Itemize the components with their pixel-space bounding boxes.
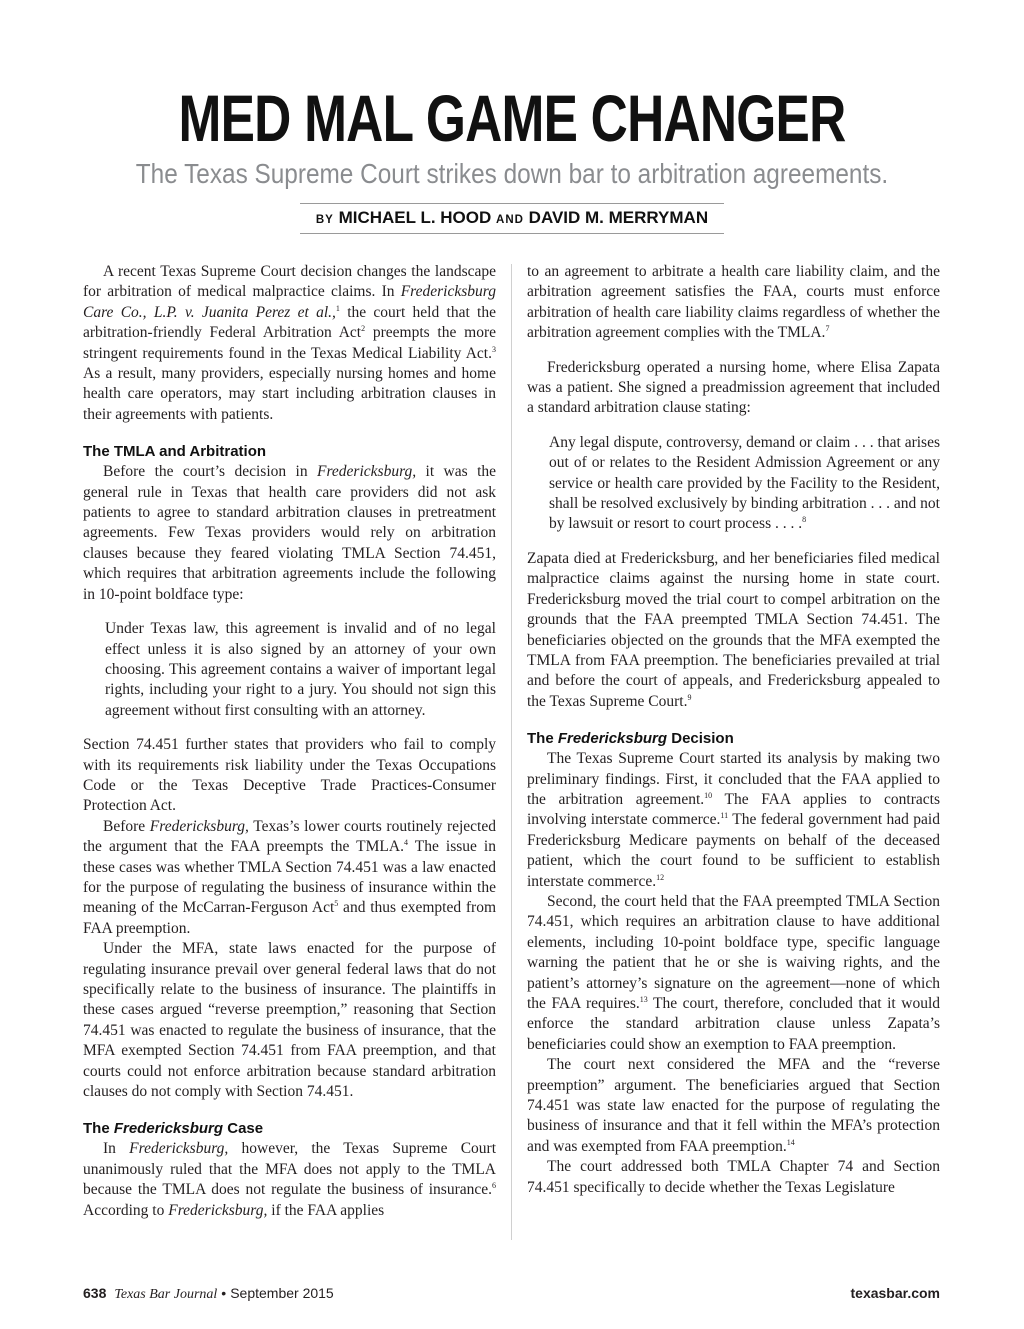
- footnote-ref: 10: [704, 790, 713, 800]
- issue-date: September 2015: [230, 1285, 334, 1301]
- byline-and: AND: [496, 214, 524, 226]
- block-quote-tmla: Under Texas law, this agreement is invalid and of no legal effect unless it is also signed by an attorney of your own choosing. This agreement contains a waiver of important legal rights, including your right to a jury. You should not sign this agreement without first consulting with an attorney.: [105, 620, 496, 719]
- body-paragraph: The court addressed both TMLA Chapter 74 and Section 74.451 specifically to decide whether the Texas Legislature: [527, 1158, 940, 1196]
- body-paragraph: Before Fredericksburg, Texas’s lower courts routinely rejected the argument that the FAA preempts the TMLA.$^4$ The issue in these cases was whether TMLA Section 74.451 was a law enacted for the purpose of regulating the business of insurance within the meaning of the McCarran-Ferguson Act$^5$ and thus exempted from FAA preemption.: [83, 817, 496, 937]
- section-heading-tmla: The TMLA and Arbitration: [83, 443, 267, 461]
- body-paragraph: The court next considered the MFA and the “reverse preemption” argument. The beneficiaries argued that Section 74.451 was state law enacted for the purpose of regulating the business of insurance and that it fell within the MFA’s protection and was exempted from FAA preemption.$^{14}$: [527, 1056, 940, 1155]
- journal-name: Texas Bar Journal: [114, 1287, 218, 1302]
- website-link[interactable]: texasbar.com: [850, 1285, 940, 1301]
- body-paragraph: Under the MFA, state laws enacted for the purpose of regulating insurance prevail over general federal laws that do not specifically relate to the business of insurance. The plaintiffs in these cases argued “reverse preemption,” reasoning that Section 74.451 was enacted to regulate the business of insurance, that the MFA exempted Section 74.451 from FAA preemption, and that courts could not enforce arbitration because standard arbitration clauses do not comply with Section 74.451.: [83, 940, 496, 1101]
- footnote-ref: 11: [720, 811, 729, 821]
- page-footer-left: [83, 1283, 334, 1303]
- byline-author-1: MICHAEL L. HOOD: [338, 208, 492, 227]
- footnote-ref: 13: [639, 995, 648, 1004]
- footnote-ref: 9: [687, 692, 692, 702]
- byline-author-2: DAVID M. MERRYMAN: [528, 208, 709, 227]
- article-subhead: The Texas Supreme Court strikes down bar to arbitration agreements.: [135, 158, 889, 189]
- footnote-ref: 12: [656, 872, 665, 882]
- footnote-ref: 4: [403, 838, 408, 848]
- footnote-ref: 5: [334, 899, 339, 909]
- column-divider: [511, 264, 512, 1240]
- article-headline: MED MAL GAME CHANGER: [178, 81, 846, 155]
- body-paragraph: The Texas Supreme Court started its analysis by making two preliminary findings. First, it concluded that the FAA applied to the arbitration agreement.$^{10}$ The FAA applies to contracts involving interstate commerce.$^{11}$ The federal government had paid Fredericksburg Medicare payments on behalf of the deceased patient, which the court found to be sufficient to establish interstate commerce.$^{12}$: [527, 750, 940, 890]
- byline-by: BY: [315, 214, 334, 226]
- byline: [0, 207, 1024, 231]
- case-name: Fredericksburg Care Co., L.P. v. Juanita Perez et al.,: [83, 283, 496, 321]
- body-paragraph: to an agreement to arbitrate a health care liability claim, and the arbitration agreement satisfies the FAA, courts must enforce arbitration of health care liability claims regardless of whether the arbitration agreement complies with the TMLA.$^7$: [527, 263, 940, 342]
- page-number: 638: [83, 1285, 107, 1301]
- footnote-ref: 3: [492, 344, 496, 354]
- footnote-ref: 14: [786, 1137, 795, 1147]
- footnote-ref: 8: [802, 515, 807, 525]
- body-paragraph: In Fredericksburg, however, the Texas Supreme Court unanimously ruled that the MFA does not apply to the TMLA because the TMLA does not regulate the business of insurance.$^6$ According to Fredericksburg, if the FAA applies: [83, 1140, 496, 1219]
- section-heading-case: The Fredericksburg Case: [83, 1120, 264, 1138]
- right-column: [527, 262, 940, 1252]
- left-column: [83, 262, 496, 1252]
- body-paragraph: Zapata died at Fredericksburg, and her beneficiaries filed medical malpractice claims against the nursing home in state court. Fredericksburg moved the trial court to compel arbitration on the grounds that the FAA preempted TMLA Section 74.451. The beneficiaries objected on the grounds that the MFA exempted the TMLA from FAA preemption. The beneficiaries prevailed at trial and before the court of appeals, and Fredericksburg appealed to the Texas Supreme Court.$^9$: [527, 549, 940, 710]
- body-paragraph: Section 74.451 further states that providers who fail to comply with its requirements risk liability under the Texas Occupations Code or the Texas Deceptive Trade Practices-Consumer Protection Act.: [83, 736, 496, 815]
- byline-bottom-rule: [300, 233, 724, 234]
- footnote-ref: 6: [492, 1181, 496, 1191]
- section-heading-decision: The Fredericksburg Decision: [527, 730, 734, 748]
- byline-top-rule: [300, 203, 724, 204]
- footer-bullet: •: [221, 1285, 227, 1301]
- body-paragraph: Before the court’s decision in Fredericksburg, it was the general rule in Texas that health care providers did not ask patients to agree to standard arbitration clauses in pretreatment agreements. Few Texas providers would rely on arbitration clauses because they feared violating TMLA Section 74.451, which requires that arbitration agreements include the following in 10-point boldface type:: [83, 463, 496, 603]
- body-paragraph: Second, the court held that the FAA preempted TMLA Section 74.451, which requires an arbitration clause to have additional elements, including 10-point boldface type, specific language warning the patient that he or she is waiving rights, and the patient’s attorney’s signature on the agreement—none of which the FAA requires.$^{13}$ The court, therefore, concluded that it would enforce the standard arbitration clause unless Zapata’s beneficiaries could show an exemption to FAA preemption.: [527, 892, 940, 1053]
- footnote-ref: 7: [825, 324, 830, 334]
- intro-paragraph: A recent Texas Supreme Court decision changes the landscape for arbitration of medical malpractice claims. In Fredericksburg Care Co., L.P. v. Juanita Perez et al.,$^1$ the court held that the arbitration-friendly Federal Arbitration Act$^2$ preempts the more stringent requirements found in the Texas Medical Liability Act.$^3$ As a result, many providers, especially nursing homes and home health care operators, may start including arbitration clauses in their agreements with patients.: [83, 263, 496, 423]
- block-quote-arbitration-clause: Any legal dispute, controversy, demand or claim . . . that arises out of or relates to the Resident Admission Agreement or any service or health care provided by the Facility to the Resident, shall be resolved exclusively by binding arbitration . . . and not by lawsuit or resort to court process . . . .$^8$: [549, 433, 940, 533]
- body-paragraph: Fredericksburg operated a nursing home, where Elisa Zapata was a patient. She signed a preadmission agreement that included a standard arbitration clause stating:: [527, 358, 940, 417]
- footnote-ref: 2: [361, 324, 366, 334]
- footnote-ref: 1: [335, 303, 340, 313]
